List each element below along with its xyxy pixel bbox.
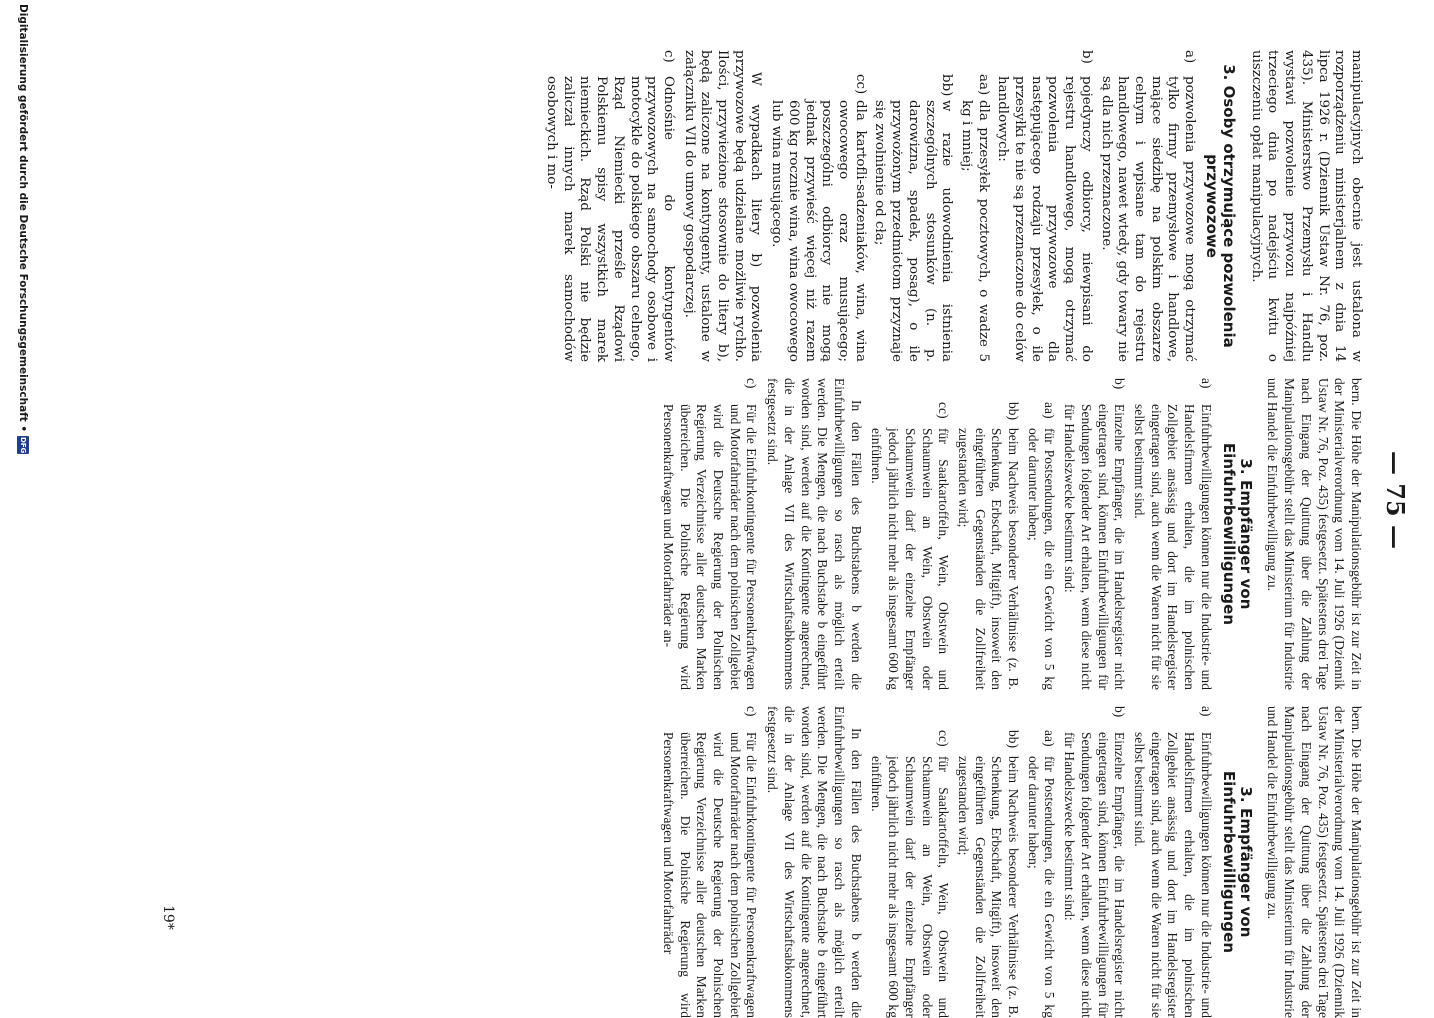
item-text: w razie udowodnienia istnienia szczególnych stosunków (n. p. darowizna, spadek, posag), o ile przywożonym przedmiotom przyznaje się zwolnienie od cła; (872, 100, 955, 362)
digitization-credit (14, 0, 32, 1000)
item-label: aa) (1042, 402, 1058, 419)
item-label: cc) (936, 402, 952, 419)
sub-item-aa (1024, 402, 1057, 690)
item-text: für Postsendungen, die ein Gewicht von 5 kg oder darunter haben; (1025, 756, 1058, 1018)
credit-text: Digitalisierung gefördert durch die Deutsche Forschungsgemeinschaft • (17, 4, 29, 433)
list-item-a (1130, 378, 1214, 690)
item-text: beim Nachweis besonderer Verhältnisse (z. B. Schenkung, Erbschaft, Mitgift), insoweit den eingeführten Gegenständen die Zollfreiheit zugestanden wird; (955, 756, 1022, 1018)
item-label: c) (744, 378, 760, 389)
sub-item-cc (868, 730, 952, 1018)
item-label: a) (1182, 50, 1198, 64)
sub-item-bb (871, 74, 955, 362)
sub-item-cc (868, 402, 952, 690)
item-label: b) (1078, 50, 1094, 64)
item-text: für Saatkartoffeln, Wein, Obstwein und Schaumwein an Wein, Obstwein oder Schaumwein darf der einzelne Empfänger jedoch jährlich nicht mehr als insgesamt 600 kg einführen. (869, 756, 952, 1018)
item-text: Einfuhrbewilligungen können nur die Industrie- und Handelsfirmen erhalten, die im polnischen Zollgebiet ansässig und dort im Handelsregister eingetragen sind, auch wenn die Waren nicht für sie selbst bestimmt sind. (1131, 732, 1214, 1018)
item-label: a) (1198, 378, 1214, 389)
item-label: b) (1112, 706, 1128, 718)
intro-paragraph: bern. Die Höhe der Manipulationsgebühr ist zur Zeit in der Ministerialverordnung vom 14. Juli 1926 (Dziennik Ustaw Nr. 76, Poz. 435) festgesetzt. Spätestens drei Tage nach Eingang der Quittung über die Zahlung der Manipulationsgebühr stellt das Ministerium für Industrie und Handel die Einfuhrbewilligung zu. (1265, 378, 1364, 690)
list-item-a (1130, 706, 1214, 1018)
item-label: cc) (852, 74, 868, 95)
intro-paragraph: bern. Die Höhe der Manipulationsgebühr ist zur Zeit in der Ministerialverordnung vom 14. Juli 1926 (Dziennik Ustaw Nr. 76, Poz. 435) festgesetzt. Spätestens drei Tage nach Eingang der Quittung über die Zahlung der Manipulationsgebühr stellt das Ministerium für Industrie und Handel die Einfuhrbewilligung zu. (1265, 706, 1364, 1018)
column-polish (539, 50, 1364, 362)
item-text: Einzelne Empfänger, die im Handelsregister nicht eingetragen sind, können Einfuhrbewilligungen für Sendungen folgender Art erhalten, wenn diese nicht für Handelszwecke bestimmt sind: (1062, 732, 1128, 1018)
item-label: cc) (936, 730, 952, 747)
item-text: dla kartofli-sadzeniaków, wina, wina owocowego oraz musującego; poszczególni odbiorcy nie mogą jednak przywieść więcej niż razem 600 kg rocznie wina, wina owocowego lub wina musującego. (769, 100, 868, 362)
item-label: aa) (1042, 730, 1058, 747)
item-text: für Postsendungen, die ein Gewicht von 5 kg oder darunter haben; (1025, 428, 1058, 690)
item-label: aa) (975, 74, 991, 96)
item-text: für Saatkartoffeln, Wein, Obstwein und Schaumwein an Wein, Obstwein oder Schaumwein darf der einzelne Empfänger jedoch jährlich nicht mehr als insgesamt 600 kg einführen. (869, 428, 952, 690)
sub-item-bb (954, 402, 1021, 690)
sub-item-aa (1024, 730, 1057, 1018)
list-item-a (1097, 50, 1197, 362)
sub-item-bb (954, 730, 1021, 1018)
intro-paragraph: manipulacyjnych obecnie jest ustalona w rozporządzeniu ministerjalnem z dnia 14 lipca 1926 r. (Dziennik Ustaw Nr. 76, poz. 435). Ministerstwo Przemysłu i Handlu wystawi pozwolenie przywozu najpóźniej trzeciego dnia po nadejściu kwitu o uiszczeniu opłat manipulacyjnych. (1248, 50, 1364, 362)
column-german-1 (656, 378, 1364, 690)
item-text: dla przesyłek pocztowych, o wadze 5 kg i mniej; (958, 100, 991, 362)
sub-item-cc (768, 74, 868, 362)
body-paragraph: In den Fällen des Buchstabens b werden die Einfuhrbewilligungen so rasch als möglich erteilt werden. Die Mengen, die nach Buchstabe b eingeführt worden sind, werden auf die Kontingente angerechnet, die in der Anlage VII des Wirtschaftsabkommens festgesetzt sind. (765, 706, 864, 1018)
section-title: 3. Empfänger von Einfuhrbewilligungen (1219, 770, 1255, 954)
page-number-header: — 75 — (1381, 450, 1410, 550)
list-item-c (659, 706, 759, 1018)
item-label: bb) (939, 74, 955, 97)
list-item-c (542, 50, 676, 362)
list-item-b (1060, 378, 1127, 690)
item-text: beim Nachweis besonderer Verhältnisse (z. B. Schenkung, Erbschaft, Mitgift), insoweit den eingeführten Gegenständen die Zollfreiheit zugestanden wird; (955, 428, 1022, 690)
item-label: a) (1198, 706, 1214, 717)
item-label: c) (744, 706, 760, 717)
item-text: Einzelne Empfänger, die im Handelsregister nicht eingetragen sind, können Einfuhrbewilligungen für Sendungen folgender Art erhalten, wenn diese nicht für Handelszwecke bestimmt sind: (1062, 404, 1128, 690)
column-german-2 (656, 706, 1364, 1018)
item-text: pojedynczy odbiorcy, niewpisani do rejestru handlowego, mogą otrzymać pozwolenia przywozowe dla następującego rodzaju przesyłek, o ile przesyłki te nie są przeznaczone do celów handlowych: (995, 76, 1094, 362)
signature-mark: 19* (160, 905, 176, 930)
list-item-b (1060, 706, 1127, 1018)
item-label: b) (1112, 378, 1128, 390)
item-text: Odnośnie do kontyngentów przywozowych na samochody osobowe i motocykle do polskiego obszaru celnego, Rząd Niemiecki prześle Rządowi Polskiemu spisy wszystkich marek niemieckich. Rząd Polski nie będzie zaliczał innych marek samochodów osobowych i mo- (544, 76, 676, 362)
item-label: bb) (1006, 402, 1022, 421)
item-text: Für die Einfuhrkontingente für Personenkraftwagen und Motorfahrräder nach dem polnischen Zollgebiet wird die Deutsche Regierung der Polnischen Regierung Verzeichnisse aller deutschen Marken überreichen. Die Polnische Regierung wird Personenkraftwagen und Motorfahrräder (660, 732, 760, 1018)
item-text: Für die Einfuhrkontingente für Personenkraftwagen und Motorfahrräder nach dem polnischen Zollgebiet wird die Deutsche Regierung der Polnischen Regierung Verzeichnisse aller deutschen Marken überreichen. Die Polnische Regierung wird Personenkraftwagen und Motorfahrräder an- (660, 404, 760, 690)
item-text: Einfuhrbewilligungen können nur die Industrie- und Handelsfirmen erhalten, die im polnischen Zollgebiet ansässig und dort im Handelsregister eingetragen sind, auch wenn die Waren nicht für sie selbst bestimmt sind. (1131, 404, 1214, 690)
item-label: c) (660, 50, 676, 63)
body-paragraph: W wypadkach litery b) pozwolenia przywozowe będą udzielane możliwie rychło. Ilości, przywiezione stosownie do litery b), będą zaliczone na kontyngenty, ustalone w załączniku VII do umowy gospodarczej. (681, 50, 764, 362)
section-title: 3. Empfänger von Einfuhrbewilligungen (1219, 442, 1255, 626)
item-label: bb) (1006, 730, 1022, 749)
sub-item-aa (957, 74, 990, 362)
dfg-logo-icon: DFG (19, 436, 27, 454)
section-title: 3. Osoby otrzymujące pozwolenia przywozowe (1203, 64, 1239, 348)
item-text: pozwolenia przywozowe mogą otrzymać tylko firmy przemysłowe i handlowe, mające siedzibę na polskim obszarze celnym i wpisane tam do rejestru handlowego, nawet wtedy, gdy towary nie są dla nich przeznaczone. (1098, 76, 1198, 362)
list-item-c (659, 378, 759, 690)
list-item-b (994, 50, 1094, 362)
body-paragraph: In den Fällen des Buchstabens b werden die Einfuhrbewilligungen so rasch als möglich erteilt werden. Die Mengen, die nach Buchstabe b eingeführt worden sind, werden auf die Kontingente angerechnet, die in der Anlage VII des Wirtschaftsabkommens festgesetzt sind. (765, 378, 864, 690)
